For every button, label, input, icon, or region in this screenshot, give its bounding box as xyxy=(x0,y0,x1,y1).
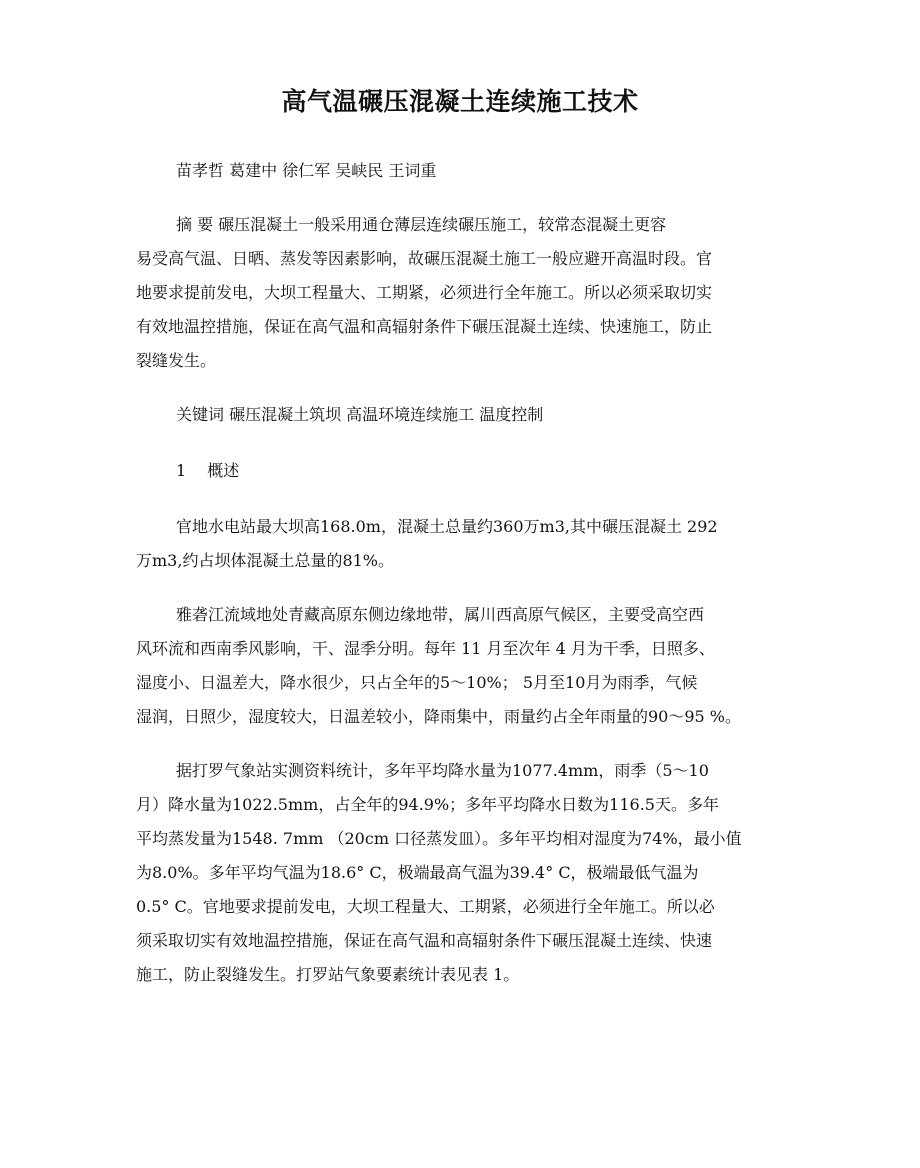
paragraph-line: 施工，防止裂缝发生。打罗站气象要素统计表见表 1。 xyxy=(136,965,520,984)
abstract-line: 摘 要 碾压混凝土一般采用通仓薄层连续碾压施工，较常态混凝土更容 xyxy=(176,215,667,234)
paragraph-line: 风环流和西南季风影响，干、湿季分明。每年 11 月至次年 4 月为干季，日照多、 xyxy=(136,639,715,658)
paragraph-line: 须采取切实有效地温控措施，保证在高气温和高辐射条件下碾压混凝土连续、快速 xyxy=(136,931,713,950)
page-title: 高气温碾压混凝土连续施工技术 xyxy=(281,87,639,116)
abstract-line: 裂缝发生。 xyxy=(136,351,217,370)
author-list: 苗孝哲 葛建中 徐仁军 吴峡民 王词重 xyxy=(176,161,437,180)
paragraph-line: 0.5° C。官地要求提前发电，大坝工程量大、工期紧，必须进行全年施工。所以必 xyxy=(136,897,715,916)
abstract-line: 有效地温控措施，保证在高气温和高辐射条件下碾压混凝土连续、快速施工，防止 xyxy=(136,317,713,336)
abstract-line: 地要求提前发电，大坝工程量大、工期紧，必须进行全年施工。所以必须采取切实 xyxy=(136,283,713,302)
paragraph-line: 湿润，日照少，湿度较大，日温差较小，降雨集中，雨量约占全年雨量的90～95 %。 xyxy=(136,707,742,726)
paragraph-line: 官地水电站最大坝高168.0m，混凝土总量约360万m3,其中碾压混凝土 292 xyxy=(176,517,718,536)
section-heading: 1 概述 xyxy=(176,461,240,480)
paragraph-line: 湿度小、日温差大，降水很少，只占全年的5～10%； 5月至10月为雨季，气候 xyxy=(136,673,698,692)
paragraph-line: 为8.0%。多年平均气温为18.6° C，极端最高气温为39.4° C，极端最低气温为 xyxy=(136,863,699,882)
paragraph-line: 万m3,约占坝体混凝土总量的81%。 xyxy=(136,551,395,570)
paragraph-line: 月）降水量为1022.5mm，占全年的94.9%；多年平均降水日数为116.5天。多年 xyxy=(136,795,719,814)
paragraph-line: 据打罗气象站实测资料统计，多年平均降水量为1077.4mm，雨季（5～10 xyxy=(176,761,709,780)
abstract-line: 易受高气温、日晒、蒸发等因素影响，故碾压混凝土施工一般应避开高温时段。官 xyxy=(136,249,713,268)
paragraph-line: 雅砻江流域地处青藏高原东侧边缘地带，属川西高原气候区，主要受高空西 xyxy=(176,605,705,624)
keywords: 关键词 碾压混凝土筑坝 高温环境连续施工 温度控制 xyxy=(176,405,544,424)
paragraph-line: 平均蒸发量为1548. 7mm （20cm 口径蒸发皿）。多年平均相对湿度为74%，最小值 xyxy=(136,829,742,848)
